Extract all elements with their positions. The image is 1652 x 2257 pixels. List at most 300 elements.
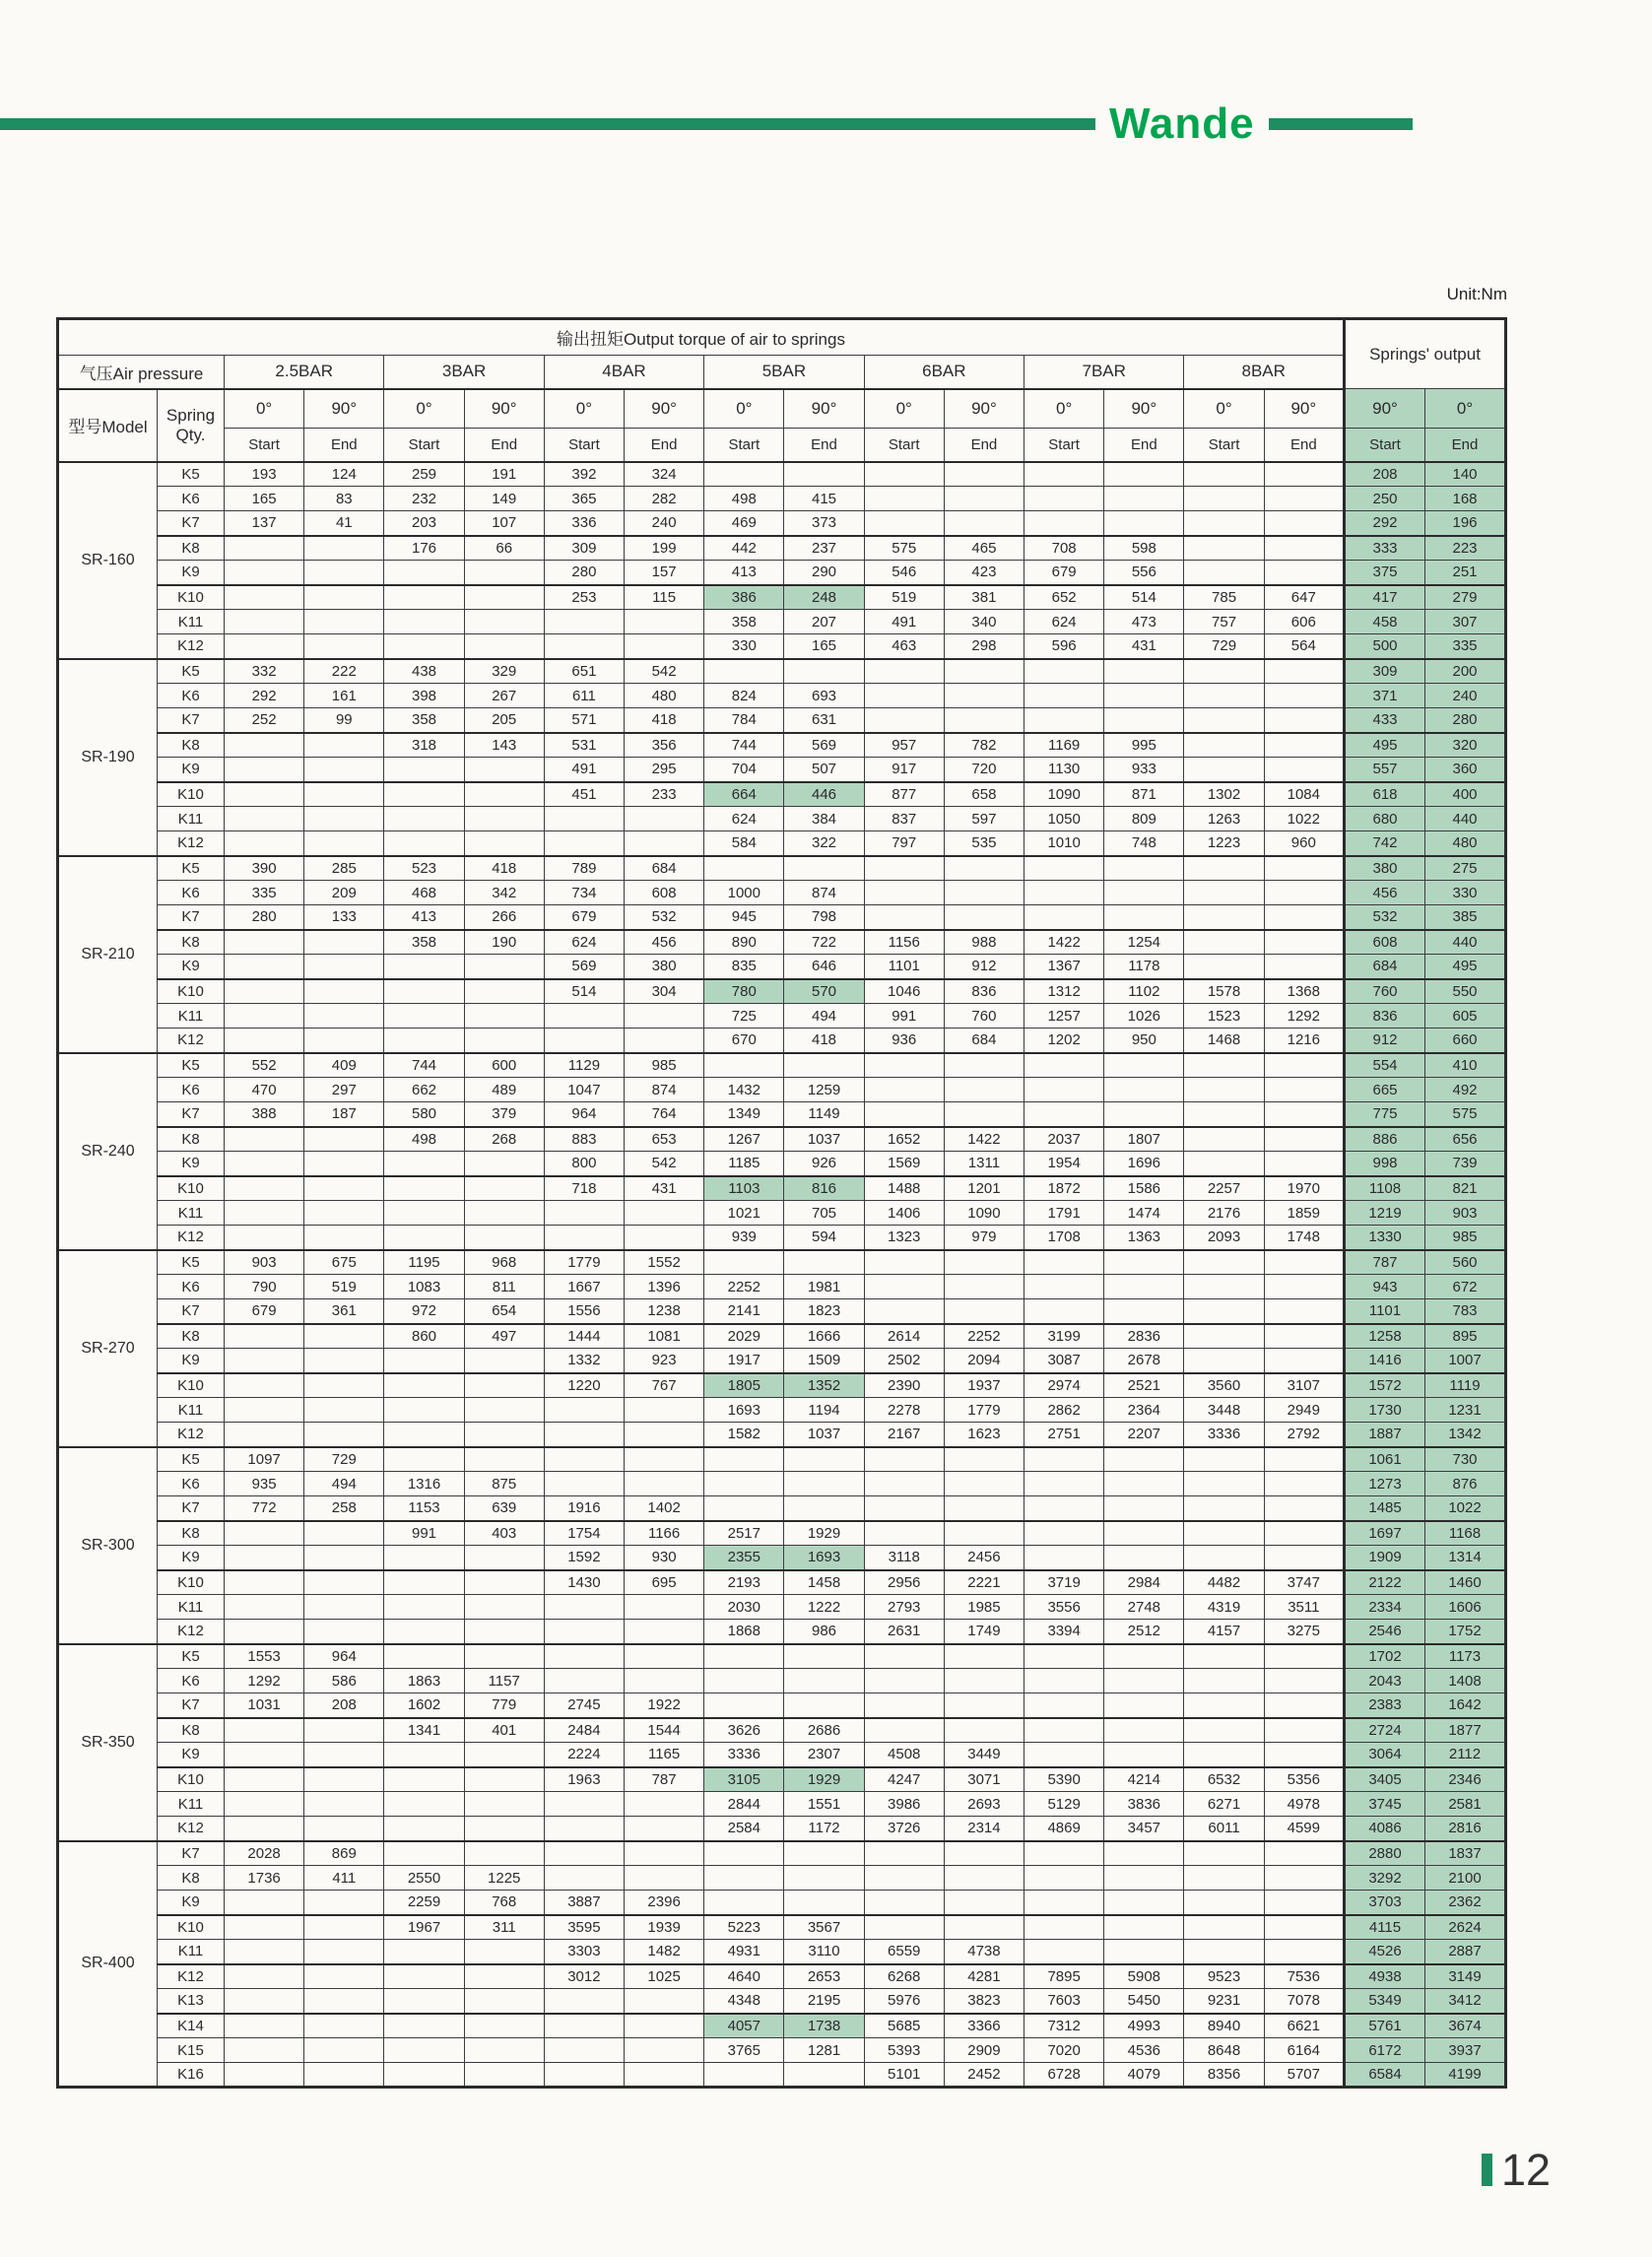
torque-cell bbox=[1024, 1718, 1104, 1743]
torque-cell bbox=[464, 1620, 544, 1644]
torque-cell: 757 bbox=[1184, 610, 1264, 634]
output-cell: 5349 bbox=[1345, 1989, 1425, 2014]
torque-cell bbox=[225, 1964, 304, 1989]
torque-cell: 4536 bbox=[1104, 2038, 1184, 2063]
torque-cell: 3087 bbox=[1024, 1349, 1104, 1373]
torque-cell bbox=[864, 487, 944, 511]
table-row bbox=[58, 511, 1506, 536]
torque-cell bbox=[704, 1250, 784, 1275]
torque-cell bbox=[784, 856, 864, 881]
torque-cell bbox=[1024, 1250, 1104, 1275]
table-row bbox=[58, 1053, 1506, 1078]
torque-cell bbox=[1264, 511, 1344, 536]
output-cell: 739 bbox=[1425, 1152, 1506, 1176]
output-cell: 251 bbox=[1425, 561, 1506, 585]
torque-cell bbox=[384, 1373, 464, 1398]
torque-cell bbox=[304, 1226, 384, 1250]
torque-cell bbox=[944, 462, 1024, 487]
torque-cell bbox=[464, 1423, 544, 1447]
torque-cell bbox=[225, 585, 304, 610]
torque-cell: 1939 bbox=[625, 1915, 704, 1940]
torque-cell: 1129 bbox=[544, 1053, 624, 1078]
torque-cell: 784 bbox=[704, 708, 784, 733]
torque-cell: 295 bbox=[625, 758, 704, 782]
start-header: Start bbox=[1024, 429, 1104, 462]
torque-cell: 2355 bbox=[704, 1546, 784, 1570]
torque-cell bbox=[1104, 905, 1184, 930]
end-header: End bbox=[304, 429, 384, 462]
output-cell: 309 bbox=[1345, 659, 1425, 684]
torque-cell: 107 bbox=[464, 511, 544, 536]
output-cell: 1485 bbox=[1345, 1496, 1425, 1521]
table-row bbox=[58, 1226, 1506, 1250]
torque-cell: 2517 bbox=[704, 1521, 784, 1546]
torque-cell: 2364 bbox=[1104, 1398, 1184, 1423]
torque-cell bbox=[1104, 462, 1184, 487]
table-row bbox=[58, 1718, 1506, 1743]
torque-cell: 871 bbox=[1104, 782, 1184, 807]
torque-cell bbox=[1104, 1275, 1184, 1299]
torque-cell bbox=[304, 1595, 384, 1620]
torque-cell: 883 bbox=[544, 1127, 624, 1152]
torque-cell bbox=[304, 1349, 384, 1373]
torque-cell: 734 bbox=[544, 881, 624, 905]
torque-cell bbox=[1184, 1053, 1264, 1078]
torque-cell: 654 bbox=[464, 1299, 544, 1324]
torque-cell: 5223 bbox=[704, 1915, 784, 1940]
torque-cell bbox=[784, 1472, 864, 1496]
torque-cell: 280 bbox=[544, 561, 624, 585]
torque-cell bbox=[864, 1053, 944, 1078]
torque-cell bbox=[625, 1866, 704, 1891]
torque-cell: 3366 bbox=[944, 2014, 1024, 2038]
pressure-header-5: 7BAR bbox=[1024, 356, 1184, 389]
torque-cell bbox=[704, 659, 784, 684]
torque-cell bbox=[1264, 536, 1344, 561]
spring-qty-cell: K5 bbox=[158, 856, 225, 881]
spring-qty-cell: K10 bbox=[158, 979, 225, 1004]
torque-cell: 3560 bbox=[1184, 1373, 1264, 1398]
torque-cell: 5450 bbox=[1104, 1989, 1184, 2014]
torque-cell bbox=[464, 1743, 544, 1767]
torque-cell: 782 bbox=[944, 733, 1024, 758]
torque-cell bbox=[1264, 1078, 1344, 1102]
output-cell: 6172 bbox=[1345, 2038, 1425, 2063]
torque-cell bbox=[1024, 511, 1104, 536]
torque-cell: 1963 bbox=[544, 1767, 624, 1792]
start-header: Start bbox=[864, 429, 944, 462]
torque-cell bbox=[1184, 1644, 1264, 1669]
torque-cell: 1863 bbox=[384, 1669, 464, 1693]
torque-cell bbox=[1264, 1693, 1344, 1718]
torque-cell bbox=[464, 1226, 544, 1250]
torque-cell bbox=[1184, 1152, 1264, 1176]
start-header: Start bbox=[384, 429, 464, 462]
torque-cell bbox=[464, 1940, 544, 1964]
torque-cell: 1202 bbox=[1024, 1029, 1104, 1053]
torque-cell bbox=[1024, 1053, 1104, 1078]
torque-cell bbox=[625, 2063, 704, 2088]
output-cell: 775 bbox=[1345, 1102, 1425, 1127]
torque-cell bbox=[225, 1373, 304, 1398]
torque-cell: 1402 bbox=[625, 1496, 704, 1521]
torque-cell: 1736 bbox=[225, 1866, 304, 1891]
torque-cell bbox=[225, 1324, 304, 1349]
torque-cell: 3199 bbox=[1024, 1324, 1104, 1349]
torque-cell bbox=[625, 1447, 704, 1472]
table-row bbox=[58, 1447, 1506, 1472]
torque-cell: 684 bbox=[625, 856, 704, 881]
torque-cell bbox=[464, 1792, 544, 1817]
table-row bbox=[58, 2063, 1506, 2088]
torque-cell: 704 bbox=[704, 758, 784, 782]
spring-qty-cell: K8 bbox=[158, 536, 225, 561]
torque-cell bbox=[384, 1792, 464, 1817]
torque-cell bbox=[704, 1669, 784, 1693]
torque-cell bbox=[304, 610, 384, 634]
torque-cell: 1238 bbox=[625, 1299, 704, 1324]
output-cell: 3745 bbox=[1345, 1792, 1425, 1817]
torque-cell: 693 bbox=[784, 684, 864, 708]
output-cell: 2581 bbox=[1425, 1792, 1506, 1817]
torque-cell: 837 bbox=[864, 807, 944, 831]
torque-cell bbox=[784, 1644, 864, 1669]
output-cell: 684 bbox=[1345, 955, 1425, 979]
torque-cell: 3567 bbox=[784, 1915, 864, 1940]
torque-cell: 652 bbox=[1024, 585, 1104, 610]
end-header: End bbox=[944, 429, 1024, 462]
torque-cell bbox=[864, 462, 944, 487]
torque-cell: 373 bbox=[784, 511, 864, 536]
torque-cell: 1302 bbox=[1184, 782, 1264, 807]
angle-header: 90° bbox=[1264, 389, 1344, 429]
torque-cell bbox=[304, 1817, 384, 1841]
output-cell: 560 bbox=[1425, 1250, 1506, 1275]
table-row bbox=[58, 1693, 1506, 1718]
torque-cell bbox=[304, 955, 384, 979]
torque-cell bbox=[304, 1620, 384, 1644]
model-group-SR-190 bbox=[58, 659, 1506, 856]
table-head bbox=[58, 319, 1506, 462]
brand-rule-right bbox=[1269, 118, 1413, 130]
torque-cell: 1917 bbox=[704, 1349, 784, 1373]
torque-cell: 1696 bbox=[1104, 1152, 1184, 1176]
torque-cell bbox=[384, 1841, 464, 1866]
torque-cell: 1422 bbox=[944, 1127, 1024, 1152]
torque-cell: 324 bbox=[625, 462, 704, 487]
torque-cell: 1130 bbox=[1024, 758, 1104, 782]
torque-cell: 3595 bbox=[544, 1915, 624, 1940]
torque-cell: 304 bbox=[625, 979, 704, 1004]
torque-cell bbox=[384, 1743, 464, 1767]
torque-cell bbox=[1184, 1447, 1264, 1472]
torque-cell: 608 bbox=[625, 881, 704, 905]
torque-cell: 523 bbox=[384, 856, 464, 881]
torque-cell: 1194 bbox=[784, 1398, 864, 1423]
torque-cell bbox=[304, 1891, 384, 1915]
torque-cell bbox=[304, 1004, 384, 1029]
output-cell: 320 bbox=[1425, 733, 1506, 758]
torque-cell: 584 bbox=[704, 831, 784, 856]
table-row bbox=[58, 462, 1506, 487]
torque-cell: 514 bbox=[1104, 585, 1184, 610]
torque-cell: 3118 bbox=[864, 1546, 944, 1570]
torque-cell bbox=[464, 2014, 544, 2038]
torque-cell bbox=[1264, 881, 1344, 905]
torque-cell: 292 bbox=[225, 684, 304, 708]
torque-cell: 1292 bbox=[225, 1669, 304, 1693]
torque-cell: 1868 bbox=[704, 1620, 784, 1644]
torque-cell: 332 bbox=[225, 659, 304, 684]
output-cell: 2816 bbox=[1425, 1817, 1506, 1841]
table-title: 输出扭矩Output torque of air to springs bbox=[58, 319, 1345, 356]
torque-cell: 875 bbox=[464, 1472, 544, 1496]
torque-cell bbox=[1184, 905, 1264, 930]
torque-cell bbox=[225, 634, 304, 659]
torque-cell bbox=[625, 610, 704, 634]
torque-cell bbox=[944, 1275, 1024, 1299]
torque-cell: 1090 bbox=[1024, 782, 1104, 807]
torque-cell: 1156 bbox=[864, 930, 944, 955]
torque-cell bbox=[225, 979, 304, 1004]
torque-cell: 187 bbox=[304, 1102, 384, 1127]
torque-cell: 1166 bbox=[625, 1521, 704, 1546]
output-angle-header: 90° bbox=[1345, 389, 1425, 429]
torque-cell bbox=[1264, 1866, 1344, 1891]
end-header: End bbox=[464, 429, 544, 462]
torque-cell bbox=[1104, 1521, 1184, 1546]
torque-cell bbox=[1264, 1053, 1344, 1078]
output-cell: 208 bbox=[1345, 462, 1425, 487]
torque-cell: 240 bbox=[625, 511, 704, 536]
torque-cell: 4978 bbox=[1264, 1792, 1344, 1817]
end-header: End bbox=[1264, 429, 1344, 462]
torque-cell bbox=[944, 1102, 1024, 1127]
table-row bbox=[58, 1078, 1506, 1102]
torque-cell: 1586 bbox=[1104, 1176, 1184, 1201]
table-row bbox=[58, 782, 1506, 807]
output-cell: 2043 bbox=[1345, 1669, 1425, 1693]
output-cell: 4115 bbox=[1345, 1915, 1425, 1940]
torque-cell bbox=[1264, 1299, 1344, 1324]
torque-cell: 785 bbox=[1184, 585, 1264, 610]
torque-cell: 1708 bbox=[1024, 1226, 1104, 1250]
torque-cell bbox=[1184, 1324, 1264, 1349]
torque-cell bbox=[225, 610, 304, 634]
output-cell: 168 bbox=[1425, 487, 1506, 511]
torque-cell: 322 bbox=[784, 831, 864, 856]
torque-cell bbox=[384, 1226, 464, 1250]
output-cell: 360 bbox=[1425, 758, 1506, 782]
torque-cell bbox=[944, 856, 1024, 881]
torque-cell bbox=[1184, 1078, 1264, 1102]
torque-cell: 358 bbox=[704, 610, 784, 634]
output-cell: 1258 bbox=[1345, 1324, 1425, 1349]
torque-cell: 1201 bbox=[944, 1176, 1024, 1201]
torque-cell bbox=[384, 561, 464, 585]
model-group-SR-160 bbox=[58, 462, 1506, 659]
model-group-SR-270 bbox=[58, 1250, 1506, 1447]
output-cell: 836 bbox=[1345, 1004, 1425, 1029]
torque-cell bbox=[384, 634, 464, 659]
torque-cell bbox=[1184, 536, 1264, 561]
torque-cell: 3457 bbox=[1104, 1817, 1184, 1841]
torque-cell: 2751 bbox=[1024, 1423, 1104, 1447]
torque-cell: 165 bbox=[784, 634, 864, 659]
torque-cell: 149 bbox=[464, 487, 544, 511]
torque-cell bbox=[384, 1620, 464, 1644]
torque-cell: 2029 bbox=[704, 1324, 784, 1349]
table-row bbox=[58, 1250, 1506, 1275]
torque-cell: 1749 bbox=[944, 1620, 1024, 1644]
table-row bbox=[58, 881, 1506, 905]
torque-cell bbox=[464, 1570, 544, 1595]
torque-cell: 161 bbox=[304, 684, 384, 708]
torque-cell: 1195 bbox=[384, 1250, 464, 1275]
torque-cell bbox=[225, 1423, 304, 1447]
torque-cell bbox=[384, 1152, 464, 1176]
torque-cell: 1738 bbox=[784, 2014, 864, 2038]
output-cell: 5761 bbox=[1345, 2014, 1425, 2038]
spring-qty-cell: K5 bbox=[158, 659, 225, 684]
torque-cell bbox=[384, 1964, 464, 1989]
output-angle-header: 0° bbox=[1425, 389, 1506, 429]
torque-cell bbox=[1024, 1669, 1104, 1693]
output-cell: 821 bbox=[1425, 1176, 1506, 1201]
torque-cell bbox=[304, 1792, 384, 1817]
output-cell: 4199 bbox=[1425, 2063, 1506, 2088]
spring-qty-cell: K6 bbox=[158, 1472, 225, 1496]
torque-cell: 335 bbox=[225, 881, 304, 905]
table-row bbox=[58, 1964, 1506, 1989]
torque-cell: 340 bbox=[944, 610, 1024, 634]
torque-cell bbox=[1024, 1940, 1104, 1964]
spring-qty-cell: K5 bbox=[158, 1644, 225, 1669]
angle-header: 90° bbox=[464, 389, 544, 429]
torque-cell bbox=[304, 634, 384, 659]
pressure-header-6: 8BAR bbox=[1184, 356, 1345, 389]
torque-cell: 679 bbox=[1024, 561, 1104, 585]
spring-qty-cell: K11 bbox=[158, 1398, 225, 1423]
torque-cell bbox=[1104, 1250, 1184, 1275]
torque-cell bbox=[864, 1644, 944, 1669]
torque-cell bbox=[304, 2063, 384, 2088]
torque-cell: 1652 bbox=[864, 1127, 944, 1152]
torque-cell bbox=[864, 1521, 944, 1546]
table-row bbox=[58, 1866, 1506, 1891]
table-row bbox=[58, 1176, 1506, 1201]
torque-cell bbox=[304, 1176, 384, 1201]
output-cell: 1606 bbox=[1425, 1595, 1506, 1620]
torque-cell bbox=[225, 1521, 304, 1546]
torque-cell: 4057 bbox=[704, 2014, 784, 2038]
table-row bbox=[58, 585, 1506, 610]
torque-cell: 7895 bbox=[1024, 1964, 1104, 1989]
torque-cell bbox=[784, 1841, 864, 1866]
pressure-header-2: 4BAR bbox=[544, 356, 703, 389]
torque-cell bbox=[544, 634, 624, 659]
output-cell: 333 bbox=[1345, 536, 1425, 561]
torque-cell bbox=[704, 1693, 784, 1718]
torque-cell bbox=[1024, 684, 1104, 708]
torque-cell bbox=[1184, 856, 1264, 881]
torque-cell bbox=[784, 659, 864, 684]
torque-cell bbox=[225, 536, 304, 561]
angle-header: 90° bbox=[625, 389, 704, 429]
torque-cell bbox=[1184, 1275, 1264, 1299]
spring-qty-cell: K10 bbox=[158, 1570, 225, 1595]
torque-cell: 137 bbox=[225, 511, 304, 536]
output-cell: 223 bbox=[1425, 536, 1506, 561]
torque-cell: 494 bbox=[304, 1472, 384, 1496]
torque-cell: 418 bbox=[625, 708, 704, 733]
torque-cell: 176 bbox=[384, 536, 464, 561]
torque-cell: 1021 bbox=[704, 1201, 784, 1226]
torque-cell: 4599 bbox=[1264, 1817, 1344, 1841]
output-cell: 375 bbox=[1345, 561, 1425, 585]
torque-cell: 596 bbox=[1024, 634, 1104, 659]
spring-qty-cell: K7 bbox=[158, 905, 225, 930]
torque-cell bbox=[625, 1201, 704, 1226]
torque-cell: 259 bbox=[384, 462, 464, 487]
torque-cell bbox=[1264, 1102, 1344, 1127]
torque-cell: 725 bbox=[704, 1004, 784, 1029]
torque-cell bbox=[864, 1669, 944, 1693]
torque-cell bbox=[1264, 1496, 1344, 1521]
torque-cell: 4214 bbox=[1104, 1767, 1184, 1792]
model-column-label: 型号Model bbox=[58, 389, 158, 462]
torque-cell: 988 bbox=[944, 930, 1024, 955]
spring-qty-cell: K12 bbox=[158, 634, 225, 659]
output-cell: 3674 bbox=[1425, 2014, 1506, 2038]
pressure-header-0: 2.5BAR bbox=[225, 356, 384, 389]
torque-cell: 5356 bbox=[1264, 1767, 1344, 1792]
angle-header: 0° bbox=[1184, 389, 1264, 429]
spring-qty-cell: K10 bbox=[158, 1767, 225, 1792]
torque-cell: 403 bbox=[464, 1521, 544, 1546]
torque-cell: 2390 bbox=[864, 1373, 944, 1398]
torque-cell bbox=[464, 1546, 544, 1570]
torque-cell: 1292 bbox=[1264, 1004, 1344, 1029]
output-cell: 532 bbox=[1345, 905, 1425, 930]
output-cell: 550 bbox=[1425, 979, 1506, 1004]
output-cell: 3703 bbox=[1345, 1891, 1425, 1915]
torque-cell: 2521 bbox=[1104, 1373, 1184, 1398]
page-number-marker bbox=[1482, 2154, 1492, 2186]
torque-cell: 5685 bbox=[864, 2014, 944, 2038]
torque-cell: 388 bbox=[225, 1102, 304, 1127]
torque-cell: 297 bbox=[304, 1078, 384, 1102]
output-cell: 656 bbox=[1425, 1127, 1506, 1152]
torque-cell: 329 bbox=[464, 659, 544, 684]
torque-cell bbox=[1184, 1496, 1264, 1521]
table-row bbox=[58, 1423, 1506, 1447]
torque-cell: 1257 bbox=[1024, 1004, 1104, 1029]
torque-cell: 266 bbox=[464, 905, 544, 930]
torque-cell: 1791 bbox=[1024, 1201, 1104, 1226]
torque-cell bbox=[1104, 1669, 1184, 1693]
torque-cell bbox=[1184, 1127, 1264, 1152]
table-row bbox=[58, 1349, 1506, 1373]
torque-cell bbox=[625, 807, 704, 831]
model-cell: SR-300 bbox=[58, 1447, 158, 1644]
torque-cell bbox=[225, 1029, 304, 1053]
torque-cell: 1488 bbox=[864, 1176, 944, 1201]
torque-cell bbox=[544, 1201, 624, 1226]
torque-cell bbox=[304, 1940, 384, 1964]
torque-cell bbox=[544, 1226, 624, 1250]
spring-qty-cell: K5 bbox=[158, 462, 225, 487]
